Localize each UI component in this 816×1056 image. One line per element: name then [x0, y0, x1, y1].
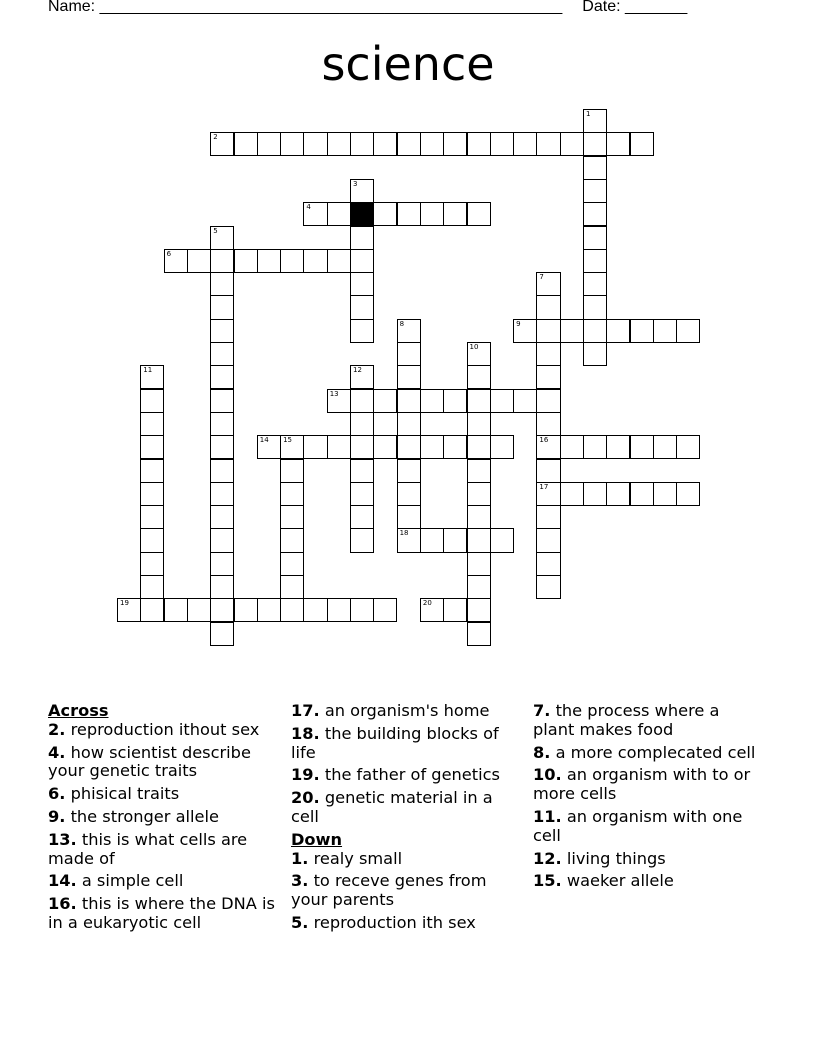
- grid-cell[interactable]: [443, 528, 467, 552]
- grid-cell[interactable]: [536, 505, 560, 529]
- clue-num: 4.: [48, 742, 66, 762]
- clue-column-2: [291, 702, 519, 937]
- across-clue: [291, 766, 519, 785]
- grid-cell[interactable]: [583, 132, 607, 156]
- down-clue-list: [291, 850, 519, 933]
- across-clue-list-continued: [291, 702, 519, 827]
- grid-cell[interactable]: [280, 459, 304, 483]
- grid-cell[interactable]: [443, 598, 467, 622]
- grid-cell[interactable]: [606, 482, 630, 506]
- grid-cell[interactable]: [117, 598, 141, 622]
- grid-cell[interactable]: [210, 622, 234, 646]
- down-clue: [533, 702, 761, 740]
- grid-cell[interactable]: [443, 435, 467, 459]
- clue-num: 15.: [533, 871, 562, 891]
- clue-text: reproduction ithout sex: [70, 719, 260, 739]
- clue-column-1: [48, 702, 276, 937]
- grid-cell[interactable]: [513, 319, 537, 343]
- clue-text: an organism with to or more cells: [533, 765, 751, 804]
- grid-cell[interactable]: [210, 575, 234, 599]
- grid-cell[interactable]: [583, 435, 607, 459]
- clue-number: 20: [422, 599, 432, 608]
- grid-cell[interactable]: [350, 226, 374, 250]
- clue-text: the building blocks of life: [291, 723, 499, 762]
- grid-cell[interactable]: [467, 132, 491, 156]
- clue-num: 12.: [533, 848, 562, 868]
- grid-cell[interactable]: [373, 202, 397, 226]
- clue-num: 11.: [533, 806, 562, 826]
- grid-cell[interactable]: [583, 156, 607, 180]
- grid-cell[interactable]: [350, 272, 374, 296]
- grid-cell[interactable]: [187, 598, 211, 622]
- grid-cell[interactable]: [536, 482, 560, 506]
- grid-cell[interactable]: [536, 459, 560, 483]
- down-clue: [533, 744, 761, 763]
- grid-cell[interactable]: [327, 249, 351, 273]
- clue-num: 9.: [48, 806, 66, 826]
- grid-cell[interactable]: [560, 132, 584, 156]
- grid-cell[interactable]: [257, 132, 281, 156]
- across-clue: [48, 721, 276, 740]
- clue-number: 1: [586, 110, 591, 118]
- clue-number: 3: [353, 179, 358, 188]
- clue-text: this is what cells are made of: [48, 829, 248, 868]
- grid-cell[interactable]: [350, 435, 374, 459]
- grid-cell[interactable]: [536, 319, 560, 343]
- clue-text: reproduction ith sex: [313, 912, 476, 932]
- grid-cell[interactable]: [653, 319, 677, 343]
- grid-cell[interactable]: [234, 249, 258, 273]
- grid-cell[interactable]: [280, 132, 304, 156]
- grid-cell[interactable]: [583, 295, 607, 319]
- grid-cell[interactable]: [630, 319, 654, 343]
- clue-text: living things: [566, 848, 666, 868]
- clue-number: 19: [120, 599, 129, 608]
- grid-cell[interactable]: [210, 365, 234, 389]
- across-clue-list: [48, 721, 276, 933]
- down-clue: [533, 808, 761, 846]
- grid-cell[interactable]: [630, 435, 654, 459]
- grid-cell[interactable]: [397, 435, 421, 459]
- grid-cell[interactable]: [280, 482, 304, 506]
- grid-cell[interactable]: [210, 435, 234, 459]
- grid-cell[interactable]: [536, 389, 560, 413]
- across-clue: [48, 785, 276, 804]
- grid-cell[interactable]: [467, 482, 491, 506]
- grid-cell[interactable]: [140, 389, 164, 413]
- grid-cell[interactable]: [350, 365, 374, 389]
- grid-cell[interactable]: [327, 389, 351, 413]
- clue-text: waeker allele: [566, 871, 674, 891]
- clue-num: 16.: [48, 894, 77, 914]
- grid-cell[interactable]: [327, 598, 351, 622]
- grid-cell[interactable]: [467, 435, 491, 459]
- clue-text: how scientist describe your genetic traits: [48, 742, 251, 781]
- grid-cell[interactable]: [397, 342, 421, 366]
- grid-cell[interactable]: [350, 389, 374, 413]
- grid-cell[interactable]: [560, 319, 584, 343]
- grid-cell[interactable]: [443, 389, 467, 413]
- clue-number: 18: [399, 529, 409, 538]
- grid-cell[interactable]: [420, 528, 444, 552]
- grid-cell[interactable]: [443, 202, 467, 226]
- grid-cell[interactable]: [467, 459, 491, 483]
- across-clue: [291, 789, 519, 827]
- grid-cell[interactable]: [210, 389, 234, 413]
- clue-column-3: [533, 702, 761, 895]
- grid-cell[interactable]: [210, 412, 234, 436]
- clue-text: an organism's home: [324, 701, 490, 720]
- grid-cell[interactable]: [583, 249, 607, 273]
- grid-cell[interactable]: [280, 552, 304, 576]
- grid-cell[interactable]: [140, 505, 164, 529]
- grid-cell[interactable]: [210, 552, 234, 576]
- grid-cell[interactable]: [210, 272, 234, 296]
- grid-cell[interactable]: [536, 552, 560, 576]
- grid-cell[interactable]: [350, 295, 374, 319]
- grid-cell[interactable]: [606, 435, 630, 459]
- grid-cell[interactable]: [467, 505, 491, 529]
- grid-cell[interactable]: [350, 132, 374, 156]
- grid-cell[interactable]: [630, 132, 654, 156]
- grid-cell[interactable]: [210, 598, 234, 622]
- grid-cell[interactable]: [397, 365, 421, 389]
- grid-cell[interactable]: [467, 365, 491, 389]
- across-clue: [48, 872, 276, 891]
- grid-cell[interactable]: [676, 435, 700, 459]
- grid-cell[interactable]: [606, 132, 630, 156]
- grid-cell[interactable]: [490, 132, 514, 156]
- clue-num: 2.: [48, 719, 66, 739]
- grid-cell[interactable]: [257, 249, 281, 273]
- grid-cell[interactable]: [303, 202, 327, 226]
- clue-number: 8: [399, 319, 405, 328]
- grid-cell[interactable]: [140, 575, 164, 599]
- clue-text: a more complecated cell: [555, 742, 756, 762]
- grid-cell[interactable]: [583, 272, 607, 296]
- clue-number: 12: [353, 366, 362, 375]
- grid-cell[interactable]: [350, 482, 374, 506]
- grid-cell[interactable]: [676, 482, 700, 506]
- grid-cell[interactable]: [490, 528, 514, 552]
- clue-text: genetic material in a cell: [291, 788, 493, 826]
- grid-cell[interactable]: [280, 528, 304, 552]
- grid-cell[interactable]: [536, 365, 560, 389]
- blocked-cell: [350, 202, 374, 226]
- clue-num: 10.: [533, 765, 562, 785]
- grid-cell[interactable]: [397, 505, 421, 529]
- clue-text: to receve genes from your parents: [291, 871, 487, 910]
- clue-num: 17.: [291, 701, 320, 720]
- grid-cell[interactable]: [536, 295, 560, 319]
- grid-cell[interactable]: [210, 505, 234, 529]
- grid-cell[interactable]: [490, 389, 514, 413]
- grid-cell[interactable]: [327, 202, 351, 226]
- grid-cell[interactable]: [397, 459, 421, 483]
- grid-cell[interactable]: [397, 482, 421, 506]
- clue-number: 13: [329, 389, 339, 398]
- clue-num: 8.: [533, 742, 551, 762]
- grid-cell[interactable]: [350, 528, 374, 552]
- clue-number: 7: [539, 273, 544, 282]
- grid-cell[interactable]: [210, 528, 234, 552]
- grid-cell[interactable]: [257, 435, 281, 459]
- grid-cell[interactable]: [373, 132, 397, 156]
- grid-cell[interactable]: [140, 435, 164, 459]
- grid-cell[interactable]: [467, 552, 491, 576]
- clue-num: 20.: [291, 788, 320, 808]
- clue-num: 3.: [291, 871, 309, 891]
- clue-number: 16: [539, 436, 549, 445]
- grid-cell[interactable]: [536, 342, 560, 366]
- down-clue: [533, 766, 761, 804]
- grid-cell[interactable]: [210, 226, 234, 250]
- grid-cell[interactable]: [420, 132, 444, 156]
- grid-cell[interactable]: [467, 202, 491, 226]
- clue-number: 9: [516, 319, 521, 328]
- grid-cell[interactable]: [560, 435, 584, 459]
- grid-cell[interactable]: [350, 459, 374, 483]
- across-clue: [291, 702, 519, 721]
- grid-cell[interactable]: [583, 342, 607, 366]
- grid-cell[interactable]: [397, 132, 421, 156]
- grid-cell[interactable]: [350, 319, 374, 343]
- grid-cell[interactable]: [536, 132, 560, 156]
- grid-cell[interactable]: [280, 598, 304, 622]
- grid-cell[interactable]: [327, 132, 351, 156]
- grid-cell[interactable]: [210, 319, 234, 343]
- clue-number: 14: [259, 436, 269, 445]
- grid-cell[interactable]: [536, 575, 560, 599]
- grid-cell[interactable]: [467, 412, 491, 436]
- grid-cell[interactable]: [536, 528, 560, 552]
- down-clue: [533, 872, 761, 891]
- down-clue-list-continued: [533, 702, 761, 891]
- grid-cell[interactable]: [303, 132, 327, 156]
- grid-cell[interactable]: [676, 319, 700, 343]
- across-clue: [48, 744, 276, 782]
- grid-cell[interactable]: [140, 482, 164, 506]
- clue-text: a simple cell: [81, 871, 184, 891]
- across-heading: Across: [48, 701, 109, 720]
- grid-cell[interactable]: [140, 365, 164, 389]
- grid-cell[interactable]: [467, 598, 491, 622]
- clue-text: the stronger allele: [70, 806, 219, 826]
- grid-cell[interactable]: [327, 435, 351, 459]
- grid-cell[interactable]: [397, 202, 421, 226]
- clue-num: 5.: [291, 912, 309, 932]
- grid-cell[interactable]: [210, 459, 234, 483]
- grid-cell[interactable]: [397, 412, 421, 436]
- grid-cell[interactable]: [467, 528, 491, 552]
- clue-text: an organism with one cell: [533, 806, 743, 845]
- grid-cell[interactable]: [280, 435, 304, 459]
- grid-cell[interactable]: [350, 598, 374, 622]
- grid-cell[interactable]: [234, 598, 258, 622]
- down-clue: [291, 914, 519, 933]
- grid-cell[interactable]: [303, 435, 327, 459]
- grid-cell[interactable]: [350, 412, 374, 436]
- page-title: science: [321, 37, 495, 91]
- grid-cell[interactable]: [536, 412, 560, 436]
- grid-cell[interactable]: [303, 598, 327, 622]
- clue-text: the process where a plant makes food: [533, 701, 720, 739]
- grid-cell[interactable]: [373, 435, 397, 459]
- grid-cell[interactable]: [280, 505, 304, 529]
- grid-cell[interactable]: [397, 528, 421, 552]
- grid-cell[interactable]: [280, 575, 304, 599]
- down-clue: [533, 850, 761, 869]
- clue-number: 5: [213, 226, 218, 235]
- across-clue: [48, 831, 276, 869]
- grid-cell[interactable]: [443, 132, 467, 156]
- grid-cell[interactable]: [630, 482, 654, 506]
- clue-text: the father of genetics: [324, 765, 500, 785]
- clue-number: 11: [143, 366, 153, 375]
- grid-cell[interactable]: [513, 389, 537, 413]
- clue-num: 6.: [48, 784, 66, 804]
- grid-cell[interactable]: [210, 249, 234, 273]
- grid-cell[interactable]: [187, 249, 211, 273]
- across-clue: [48, 895, 276, 933]
- grid-cell[interactable]: [467, 389, 491, 413]
- grid-cell[interactable]: [164, 249, 188, 273]
- grid-cell[interactable]: [583, 109, 607, 133]
- grid-cell[interactable]: [513, 132, 537, 156]
- grid-cell[interactable]: [210, 482, 234, 506]
- grid-cell[interactable]: [536, 272, 560, 296]
- clue-num: 1.: [291, 848, 309, 868]
- grid-cell[interactable]: [140, 528, 164, 552]
- grid-cell[interactable]: [606, 319, 630, 343]
- grid-cell[interactable]: [257, 598, 281, 622]
- grid-cell[interactable]: [210, 342, 234, 366]
- down-clue: [291, 850, 519, 869]
- across-clue: [48, 808, 276, 827]
- clue-text: phisical traits: [70, 784, 180, 804]
- grid-cell[interactable]: [234, 132, 258, 156]
- grid-cell[interactable]: [420, 598, 444, 622]
- clue-num: 13.: [48, 829, 77, 849]
- down-heading: Down: [291, 829, 343, 849]
- grid-cell[interactable]: [210, 132, 234, 156]
- down-clue: [291, 872, 519, 910]
- grid-cell[interactable]: [467, 342, 491, 366]
- clue-text: realy small: [313, 848, 403, 868]
- grid-cell[interactable]: [583, 482, 607, 506]
- clue-number: 17: [539, 482, 549, 491]
- clue-number: 4: [306, 203, 311, 212]
- grid-cell[interactable]: [397, 319, 421, 343]
- clue-number: 10: [469, 343, 479, 351]
- grid-cell[interactable]: [140, 412, 164, 436]
- clue-text: this is where the DNA is in a eukaryotic cell: [48, 894, 275, 932]
- grid-cell[interactable]: [467, 575, 491, 599]
- clue-number: 2: [213, 133, 218, 142]
- grid-cell[interactable]: [373, 389, 397, 413]
- grid-cell[interactable]: [583, 319, 607, 343]
- grid-cell[interactable]: [140, 598, 164, 622]
- grid-cell[interactable]: [350, 249, 374, 273]
- grid-cell[interactable]: [583, 226, 607, 250]
- grid-cell[interactable]: [397, 389, 421, 413]
- grid-cell[interactable]: [653, 482, 677, 506]
- clue-num: 19.: [291, 765, 320, 785]
- clue-num: 18.: [291, 723, 320, 743]
- grid-cell[interactable]: [420, 389, 444, 413]
- grid-cell[interactable]: [350, 505, 374, 529]
- grid-cell[interactable]: [420, 202, 444, 226]
- across-clue: [291, 725, 519, 763]
- name-field-label: Name: ____________________________________________________: [48, 0, 563, 15]
- grid-cell[interactable]: [490, 435, 514, 459]
- grid-cell[interactable]: [140, 459, 164, 483]
- grid-cell[interactable]: [210, 295, 234, 319]
- clue-number: 15: [283, 436, 293, 445]
- grid-cell[interactable]: [280, 249, 304, 273]
- clue-num: 14.: [48, 871, 77, 891]
- grid-cell[interactable]: [583, 202, 607, 226]
- grid-cell[interactable]: [303, 249, 327, 273]
- grid-cell[interactable]: [350, 179, 374, 203]
- grid-cell[interactable]: [467, 622, 491, 646]
- date-field-label: Date: _______: [582, 0, 688, 15]
- grid-cell[interactable]: [536, 435, 560, 459]
- clue-num: 7.: [533, 701, 551, 720]
- grid-cell[interactable]: [373, 598, 397, 622]
- grid-cell[interactable]: [140, 552, 164, 576]
- grid-cell[interactable]: [653, 435, 677, 459]
- grid-cell[interactable]: [560, 482, 584, 506]
- grid-cell[interactable]: [420, 435, 444, 459]
- grid-cell[interactable]: [164, 598, 188, 622]
- clue-number: 6: [166, 249, 172, 258]
- grid-cell[interactable]: [583, 179, 607, 203]
